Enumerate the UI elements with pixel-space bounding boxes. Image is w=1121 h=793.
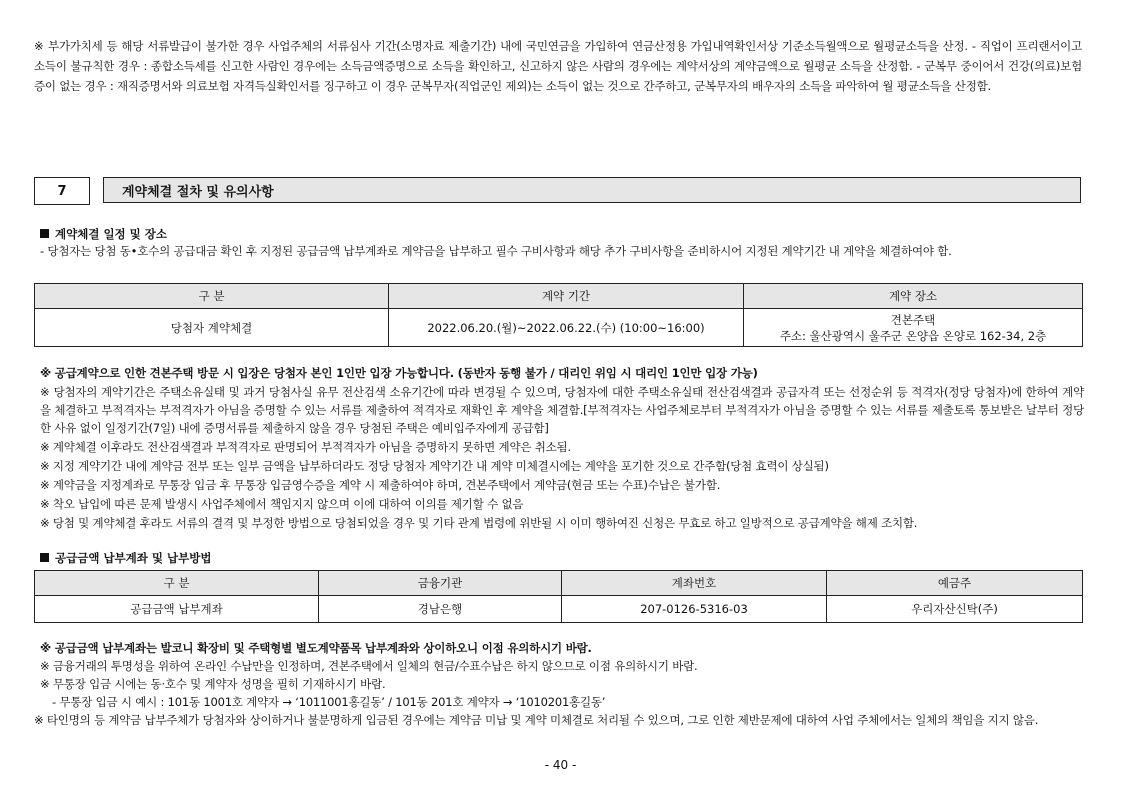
cell-place xyxy=(744,309,1083,347)
square-bullet-icon xyxy=(40,553,49,562)
table-header-row xyxy=(35,284,1083,309)
list-item: ※ 공급계약으로 인한 견본주택 방문 시 입장은 당첨자 본인 1인만 입장 가능합니다. (동반자 동행 불가 / 대리인 위임 시 대리인 1인만 입장 가능) xyxy=(40,366,758,380)
table-header-row xyxy=(35,571,1083,596)
list-item: ※ 타인명의 등 계약금 납부주체가 당첨자와 상이하거나 불분명하게 입금된 경우에는 계약금 미납 및 계약 미체결로 처리될 수 있으며, 그로 인한 제반문제에 대하여 사업 주체에서는 일체의 책임을 지지 않음. xyxy=(34,713,1039,727)
cell-account-number: 207-0126-5316-03 xyxy=(562,596,827,623)
schedule-description: - 당첨자는 당첨 동•호수의 공급대금 확인 후 지정된 공급금액 납부계좌로 계약금을 납부하고 필수 구비사항과 해당 추가 구비사항을 준비하시어 지정된 계약기간 내 계약을 체결하여야 함. xyxy=(40,244,952,258)
cell-type: 당첨자 계약체결 xyxy=(35,309,389,347)
page-number: - 40 - xyxy=(544,758,577,772)
place-address: 주소: 울산광역시 울주군 온양읍 온양로 162-34, 2층 xyxy=(779,328,1047,343)
schedule-heading: 계약체결 일정 및 장소 xyxy=(40,226,167,242)
cell-type: 공급금액 납부계좌 xyxy=(35,596,319,623)
payment-account-table xyxy=(34,570,1083,623)
column-header-place: 계약 장소 xyxy=(744,284,1083,309)
table-row xyxy=(35,596,1083,623)
payment-notes xyxy=(34,639,1084,729)
list-item: ※ 지정 계약기간 내에 계약금 전부 또는 일부 금액을 납부하더라도 정당 당첨자 계약기간 내 계약 미체결시에는 계약을 포기한 것으로 간주함(당첨 효력이 상실됨) xyxy=(40,459,829,473)
table-row xyxy=(35,309,1083,347)
income-calculation-note: ※ 부가가치세 등 해당 서류발급이 불가한 경우 사업주체의 서류심사 기간(소명자료 제출기간) 내에 국민연금을 가입하여 연금산정용 가입내역확인서상 기준소득월액으로 월평균소득을 산정. - 직업이 프리랜서이고 소득이 불규칙한 경우 : 종합소득세를 신고한 사람인 경우에는 소득금액증명으로 소득을 확인하고, 신고하지 않은 사람의 경우에는 계약서상의 계약금액으로 월평균 소득을 산정함. - 군복무 중이어서 건강(의료)보험증이 없는 경우 : 재직증명서와 의료보험 자격득실확인서를 징구하고 이 경우 군복무자(직업군인 제외)는 소득이 없는 것으로 간주하고, 군복무자의 배우자의 소득을 파악하여 월 평균소득을 산정함. xyxy=(34,39,1083,93)
column-header-period: 계약 기간 xyxy=(389,284,744,309)
cell-period: 2022.06.20.(월)~2022.06.22.(수) (10:00~16:00) xyxy=(389,309,744,347)
list-item: ※ 착오 납입에 따른 문제 발생시 사업주체에서 책임지지 않으며 이에 대하여 이의를 제기할 수 없음 xyxy=(40,497,524,511)
section-title: 계약체결 절차 및 유의사항 xyxy=(103,177,1081,203)
column-header-bank: 금융기관 xyxy=(319,571,562,596)
square-bullet-icon xyxy=(40,229,49,238)
list-item: ※ 계약체결 이후라도 전산검색결과 부적격자로 판명되어 부적격자가 아님을 증명하지 못하면 계약은 취소됨. xyxy=(40,440,571,454)
cell-bank: 경남은행 xyxy=(319,596,562,623)
list-item: ※ 당첨 및 계약체결 후라도 서류의 결격 및 부정한 방법으로 당첨되었을 경우 및 기타 관계 법령에 위반될 시 이미 행하여진 신청은 무효로 하고 일방적으로 공급계약을 해제 조치함. xyxy=(40,516,918,530)
cell-holder: 우리자산신탁(주) xyxy=(827,596,1083,623)
list-item: ※ 계약금을 지정계좌로 무통장 입금 후 무통장 입금영수증을 계약 시 제출하여야 하며, 견본주택에서 계약금(현금 또는 수표)수납은 불가함. xyxy=(40,478,721,492)
list-item: ※ 금융거래의 투명성을 위하여 온라인 수납만을 인정하며, 견본주택에서 일체의 현금/수표수납은 하지 않으므로 이점 유의하시기 바람. xyxy=(40,659,698,673)
account-heading: 공급금액 납부계좌 및 납부방법 xyxy=(40,550,211,566)
contract-notes xyxy=(40,364,1084,532)
column-header-account-number: 계좌번호 xyxy=(562,571,827,596)
column-header-holder: 예금주 xyxy=(827,571,1083,596)
section-number: 7 xyxy=(34,177,90,205)
list-item: ※ 무통장 입금 시에는 동·호수 및 계약자 성명을 필히 기재하시기 바람. xyxy=(40,677,386,691)
list-item: ※ 당첨자의 계약기간은 주택소유실태 및 과거 당첨사실 유무 전산검색 소유기간에 따라 변경될 수 있으며, 당첨자에 대한 주택소유실태 전산검색결과 공급자격 또는 선정순위 등 적격자(정당 당첨자)에 한하여 계약을 체결하고 부적격자는 부적격자가 아님을 증명할 수 있는 서류를 제출하여 적격자로 재확인 후 계약을 체결함.[부적격자는 사업주체로부터 부적격자가 아님을 증명할 수 있는 서류를 제출토록 통보받은 날부터 정당한 사유 없이 일정기간(7일) 내에 증명서류를 제출하지 않을 경우 당첨된 주택은 예비입주자에게 공급함] xyxy=(40,385,1084,435)
column-header-type: 구 분 xyxy=(35,571,319,596)
column-header-type: 구 분 xyxy=(35,284,389,309)
contract-schedule-table xyxy=(34,283,1083,347)
list-item: - 무통장 입금 시 예시 : 101동 1001호 계약자 → ‘1011001홍길동’ / 101동 201호 계약자 → ‘1010201홍길동’ xyxy=(52,695,606,709)
place-name: 견본주택 xyxy=(890,312,936,327)
list-item: ※ 공급금액 납부계좌는 발코니 확장비 및 주택형별 별도계약품목 납부계좌와 상이하오니 이점 유의하시기 바람. xyxy=(40,641,592,655)
